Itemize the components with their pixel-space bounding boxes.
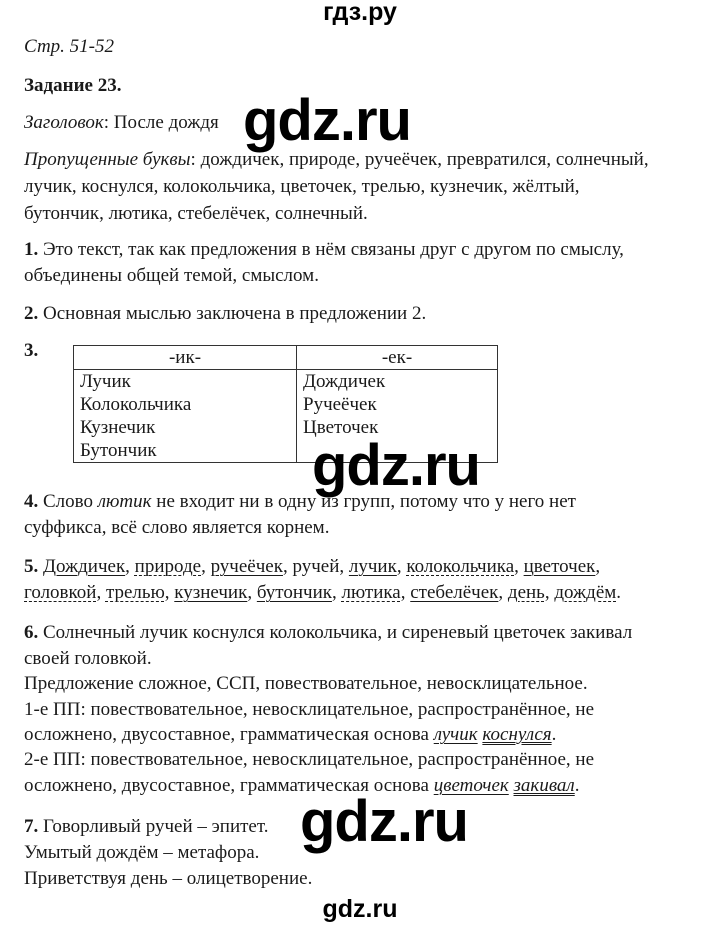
answer-6-pp2-line-1: 2-е ПП: повествовательное, невосклицательное, распространённое, не xyxy=(24,749,595,770)
separator-text: , xyxy=(498,582,508,603)
table-word: Бутончик xyxy=(80,440,157,461)
heading-value: : После дождя xyxy=(103,112,219,133)
answer-1-line-2: объединены общей темой, смыслом. xyxy=(24,265,319,286)
answer-7-line-3: Приветствуя день – олицетворение. xyxy=(24,868,313,889)
underlined-word-dashed: головкой xyxy=(24,582,97,603)
separator-text: , xyxy=(164,582,175,603)
table-cell-ik-words xyxy=(74,370,297,463)
period: . xyxy=(551,724,557,745)
watermark-large: gdz.ru xyxy=(312,433,480,498)
period: . xyxy=(574,775,580,796)
page-reference: Стр. 51-52 xyxy=(24,36,114,57)
table-word: Цветочек xyxy=(303,417,379,438)
underlined-word-dashed: природе xyxy=(134,556,202,577)
answer-text: Слово xyxy=(38,491,98,512)
answer-number: 2. xyxy=(24,303,39,324)
separator-text: , xyxy=(400,582,411,603)
underlined-word-dashed: день xyxy=(507,582,545,603)
separator-text: . xyxy=(616,582,622,603)
answer-7-line-2: Умытый дождём – метафора. xyxy=(24,842,260,863)
answer-3-number: 3. xyxy=(24,340,39,361)
answer-text: Это текст, так как предложения в нём связаны друг с другом по смыслу, xyxy=(38,239,624,260)
table-header-ik: -ик- xyxy=(74,346,297,370)
grammatical-subject: лучик xyxy=(433,724,478,745)
watermark-large: gdz.ru xyxy=(300,789,468,854)
answer-text: Говорливый ручей – эпитет. xyxy=(38,816,269,837)
separator-text: , xyxy=(514,556,524,577)
answer-6-line-3: Предложение сложное, ССП, повествовательное, невосклицательное. xyxy=(24,673,588,694)
underlined-word-solid: бутончик xyxy=(256,582,332,603)
answer-text: осложнено, двусоставное, грамматическая основа xyxy=(24,724,434,745)
task-title: Задание 23. xyxy=(24,75,122,96)
missing-letters-label: Пропущенные буквы xyxy=(24,149,191,170)
table-word: Дождичек xyxy=(303,371,386,392)
answer-number: 7. xyxy=(24,816,39,837)
grammatical-predicate: коснулся xyxy=(482,724,552,745)
underlined-word-solid: стебелёчек xyxy=(410,582,499,603)
separator-text: , xyxy=(544,582,555,603)
answer-number: 6. xyxy=(24,622,39,643)
separator-text: , ручей, xyxy=(282,556,349,577)
table-word: Лучик xyxy=(80,371,131,392)
italic-word: лютик xyxy=(97,491,152,512)
underlined-word-dashed: лютика xyxy=(341,582,401,603)
heading-label: Заголовок xyxy=(24,112,104,133)
missing-letters-line-3: бутончик, лютика, стебелёчек, солнечный. xyxy=(24,203,368,224)
answer-2 xyxy=(24,301,426,326)
answer-7-line-1 xyxy=(24,814,268,839)
answer-number: 4. xyxy=(24,491,39,512)
separator-text: , xyxy=(201,556,211,577)
answer-6-line-1 xyxy=(24,620,632,645)
word-sequence xyxy=(43,556,600,577)
heading-line xyxy=(24,110,219,135)
table-word: Ручеёчек xyxy=(303,394,377,415)
underlined-word-solid: ручеёчек xyxy=(210,556,283,577)
answer-5-line-2 xyxy=(24,580,621,605)
answer-6-pp1-line-2 xyxy=(24,722,556,747)
missing-letters-text: : дождичек, природе, ручеёчек, превратился, солнечный, xyxy=(190,149,649,170)
answer-5-line-1 xyxy=(24,554,600,579)
answer-number: 5. xyxy=(24,556,39,577)
word-sequence xyxy=(24,582,621,603)
answer-text: осложнено, двусоставное, грамматическая основа xyxy=(24,775,434,796)
underlined-word-dashed: колокольчика xyxy=(406,556,515,577)
watermark-bottom: gdz.ru xyxy=(322,895,398,923)
underlined-word-solid: цветочек xyxy=(523,556,596,577)
watermark-top: гдз.ру xyxy=(323,0,397,26)
answer-4-line-2: суффикса, всё слово является корнем. xyxy=(24,517,330,538)
answer-4-line-1 xyxy=(24,489,576,514)
answer-text: Солнечный лучик коснулся колокольчика, и сиреневый цветочек закивал xyxy=(38,622,633,643)
watermark-large: gdz.ru xyxy=(243,88,411,153)
answer-number: 1. xyxy=(24,239,39,260)
answer-1-line-1 xyxy=(24,237,624,262)
grammatical-subject: цветочек xyxy=(433,775,509,796)
answer-6-line-2: своей головкой. xyxy=(24,648,152,669)
grammatical-predicate: закивал xyxy=(513,775,575,796)
underlined-word-solid: кузнечик xyxy=(174,582,248,603)
separator-text: , xyxy=(331,582,342,603)
answer-text: не входит ни в одну из групп, потому что у него нет xyxy=(151,491,576,512)
table-word: Колокольчика xyxy=(80,394,192,415)
answer-6-pp1-line-1: 1-е ПП: повествовательное, невосклицательное, распространённое, не xyxy=(24,699,595,720)
underlined-word-dashed: дождём xyxy=(554,582,617,603)
separator-text: , xyxy=(125,556,135,577)
underlined-word-dashed: трелью xyxy=(105,582,165,603)
separator-text: , xyxy=(595,556,601,577)
separator-text: , xyxy=(396,556,407,577)
missing-letters-line-2: лучик, коснулся, колокольчика, цветочек, трелью, кузнечик, жёлтый, xyxy=(24,176,580,197)
underlined-word-solid: Дождичек xyxy=(43,556,126,577)
table-header-ek: -ек- xyxy=(297,346,498,370)
separator-text: , xyxy=(96,582,106,603)
answer-text: Основная мыслью заключена в предложении 2. xyxy=(38,303,427,324)
separator-text: , xyxy=(247,582,257,603)
table-word: Кузнечик xyxy=(80,417,156,438)
underlined-word-solid: лучик xyxy=(348,556,397,577)
